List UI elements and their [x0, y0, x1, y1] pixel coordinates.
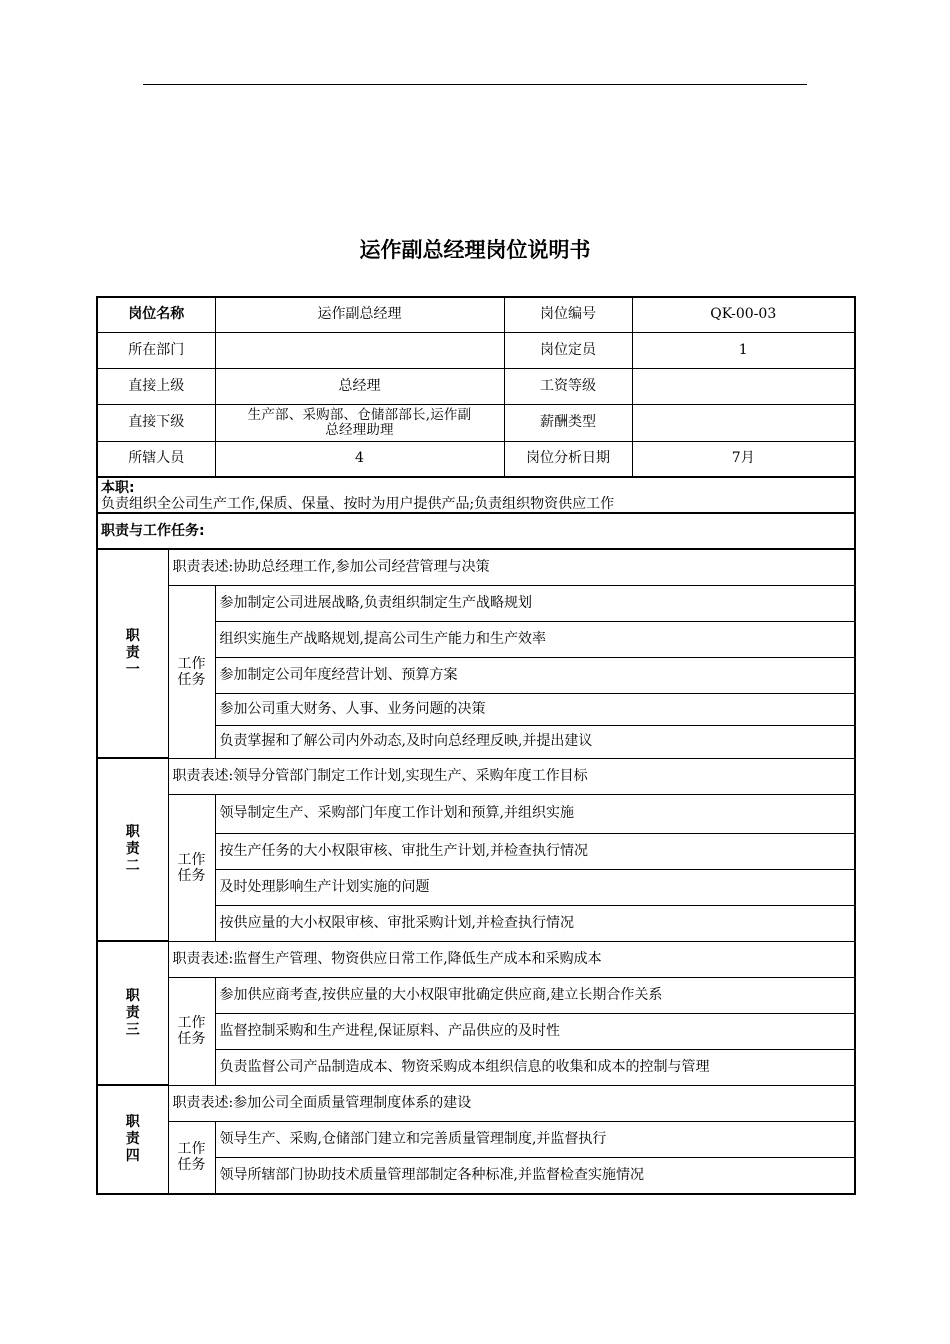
- core-duty-label: 本职:: [101, 480, 135, 496]
- value-position-code: QK-00-03: [632, 297, 855, 332]
- duty-1-task-2: 组织实施生产战略规划,提高公司生产能力和生产效率: [215, 621, 855, 657]
- duty-2-label-char: 责: [125, 841, 140, 857]
- duty-4-task-row: [97, 1121, 855, 1157]
- duty-3-task-2: 监督控制采购和生产进程,保证原料、产品供应的及时性: [215, 1013, 855, 1049]
- info-row-department: [97, 332, 855, 368]
- label-pay-type: 薪酬类型: [504, 404, 632, 441]
- value-salary-grade: [632, 368, 855, 404]
- duty-2-task-label: [168, 794, 215, 941]
- value-position-name: 运作副总经理: [215, 297, 504, 332]
- duty-2-task-3: 及时处理影响生产计划实施的问题: [215, 869, 855, 905]
- duty-4-label-char: 职: [125, 1114, 140, 1130]
- value-subordinates-line2: 总经理助理: [325, 421, 394, 438]
- label-analysis-date: 岗位分析日期: [504, 441, 632, 477]
- duty-2-task-4: 按供应量的大小权限审核、审批采购计划,并检查执行情况: [215, 905, 855, 941]
- duty-4-task-label: [168, 1121, 215, 1194]
- info-row-subordinates: [97, 404, 855, 441]
- job-description-table: [96, 296, 856, 1195]
- duty-1-label: [97, 549, 168, 758]
- task-label-line: 工作: [177, 1141, 206, 1158]
- duty-2-task-2: 按生产任务的大小权限审核、审批生产计划,并检查执行情况: [215, 833, 855, 869]
- info-row-staff: [97, 441, 855, 477]
- duty-4-label-char: 四: [125, 1148, 140, 1164]
- duty-3-task-1: 参加供应商考查,按供应量的大小权限审批确定供应商,建立长期合作关系: [215, 977, 855, 1013]
- duty-1-task-label: [168, 585, 215, 758]
- task-label-line: 任务: [177, 1157, 206, 1174]
- duty-1-task-4: 参加公司重大财务、人事、业务问题的决策: [215, 693, 855, 725]
- value-analysis-date: 7月: [632, 441, 855, 477]
- duty-4-label: [97, 1085, 168, 1194]
- duty-4-task-1: 领导生产、采购,仓储部门建立和完善质量管理制度,并监督执行: [215, 1121, 855, 1157]
- duty-3-task-3: 负责监督公司产品制造成本、物资采购成本组织信息的收集和成本的控制与管理: [215, 1049, 855, 1085]
- duty-2-statement-row: [97, 758, 855, 794]
- label-position-name: 岗位名称: [97, 297, 215, 332]
- label-headcount: 岗位定员: [504, 332, 632, 368]
- task-label-line: 任务: [177, 867, 206, 884]
- duty-1-label-char: 职: [125, 628, 140, 644]
- value-pay-type: [632, 404, 855, 441]
- label-subordinates: 直接下级: [97, 404, 215, 441]
- duty-1-statement-row: [97, 549, 855, 585]
- duty-2-label: [97, 758, 168, 941]
- core-duty-row: [97, 477, 855, 513]
- value-staff: 4: [215, 441, 504, 477]
- duty-3-label-char: 责: [125, 1004, 140, 1021]
- label-salary-grade: 工资等级: [504, 368, 632, 404]
- task-label-line: 工作: [177, 655, 206, 672]
- label-position-code: 岗位编号: [504, 297, 632, 332]
- duty-2-label-char: 职: [125, 824, 140, 840]
- duty-1-statement: 职责表述:协助总经理工作,参加公司经营管理与决策: [168, 549, 855, 585]
- task-label-line: 工作: [177, 1015, 206, 1031]
- duty-3-label-char: 职: [125, 987, 140, 1004]
- duties-header-row: [97, 513, 855, 549]
- duty-2-label-char: 二: [125, 858, 140, 874]
- value-department: [215, 332, 504, 368]
- duty-3-task-label: [168, 977, 215, 1085]
- duty-2-task-row: [97, 794, 855, 833]
- duty-1-task-1: 参加制定公司进展战略,负责组织制定生产战略规划: [215, 585, 855, 621]
- duty-1-task-3: 参加制定公司年度经营计划、预算方案: [215, 657, 855, 693]
- core-duty-text: 负责组织全公司生产工作,保质、保量、按时为用户提供产品;负责组织物资供应工作: [101, 496, 615, 512]
- duty-2-statement: 职责表述:领导分管部门制定工作计划,实现生产、采购年度工作目标: [168, 758, 855, 794]
- duty-4-task-2: 领导所辖部门协助技术质量管理部制定各种标准,并监督检查实施情况: [215, 1157, 855, 1194]
- task-label-line: 任务: [177, 1031, 206, 1047]
- duty-3-label-char: 三: [125, 1021, 140, 1038]
- duty-4-statement: 职责表述:参加公司全面质量管理制度体系的建设: [168, 1085, 855, 1121]
- label-supervisor: 直接上级: [97, 368, 215, 404]
- duty-4-label-char: 责: [125, 1131, 140, 1147]
- info-row-supervisor: [97, 368, 855, 404]
- core-duty-cell: [97, 477, 855, 513]
- info-row-position-name: [97, 297, 855, 332]
- duty-1-label-char: 一: [125, 662, 140, 678]
- duties-header: 职责与工作任务:: [97, 513, 855, 549]
- duty-1-task-row: [97, 585, 855, 621]
- value-headcount: 1: [632, 332, 855, 368]
- duty-4-statement-row: [97, 1085, 855, 1121]
- document-title: 运作副总经理岗位说明书: [359, 238, 591, 262]
- task-label-line: 任务: [177, 671, 206, 688]
- duty-1-task-5: 负责掌握和了解公司内外动态,及时向总经理反映,并提出建议: [215, 725, 855, 758]
- duty-3-statement: 职责表述:监督生产管理、物资供应日常工作,降低生产成本和采购成本: [168, 941, 855, 977]
- duty-3-statement-row: [97, 941, 855, 977]
- value-supervisor: 总经理: [215, 368, 504, 404]
- duty-1-label-char: 责: [125, 645, 140, 661]
- duty-3-task-row: [97, 977, 855, 1013]
- value-subordinates-line1: 生产部、采购部、仓储部部长,运作副: [247, 406, 472, 423]
- label-staff: 所辖人员: [97, 441, 215, 477]
- header-rule: [143, 84, 807, 85]
- task-label-line: 工作: [177, 851, 206, 868]
- value-subordinates: [215, 404, 504, 441]
- label-department: 所在部门: [97, 332, 215, 368]
- duty-3-label: [97, 941, 168, 1085]
- duty-2-task-1: 领导制定生产、采购部门年度工作计划和预算,并组织实施: [215, 794, 855, 833]
